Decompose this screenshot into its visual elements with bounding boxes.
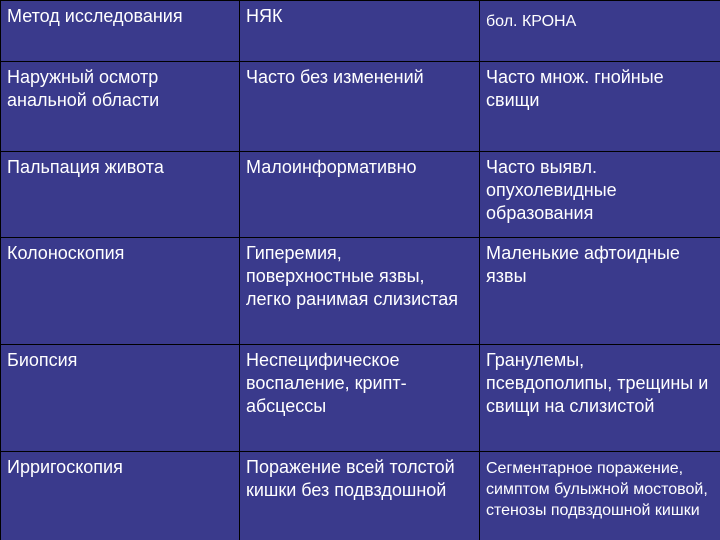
header-cell-method: Метод исследования <box>1 1 240 62</box>
nyak-cell: Поражение всей толстой кишки без подвздошной <box>240 452 480 540</box>
crohn-cell: Маленькие афтоидные язвы <box>480 238 720 345</box>
table-row <box>1 345 720 452</box>
table-row <box>1 62 720 152</box>
method-cell: Наружный осмотр анальной области <box>1 62 240 152</box>
table-row <box>1 452 720 540</box>
header-cell-crohn: бол. КРОНА <box>480 1 720 62</box>
crohn-cell: Часто выявл. опухолевидные образования <box>480 152 720 238</box>
nyak-cell: Малоинформативно <box>240 152 480 238</box>
header-row <box>1 1 720 62</box>
table-row <box>1 238 720 345</box>
crohn-cell: Часто множ. гнойные свищи <box>480 62 720 152</box>
method-cell: Биопсия <box>1 345 240 452</box>
nyak-cell: Гиперемия, поверхностные язвы, легко ранимая слизистая <box>240 238 480 345</box>
crohn-cell: Гранулемы, псевдополипы, трещины и свищи на слизистой <box>480 345 720 452</box>
table-row <box>1 152 720 238</box>
method-cell: Пальпация живота <box>1 152 240 238</box>
method-cell: Колоноскопия <box>1 238 240 345</box>
method-cell: Ирригоскопия <box>1 452 240 540</box>
nyak-cell: Неспецифическое воспаление, крипт-абсцессы <box>240 345 480 452</box>
header-cell-nyak: НЯК <box>240 1 480 62</box>
nyak-cell: Часто без изменений <box>240 62 480 152</box>
crohn-cell: Сегментарное поражение, симптом булыжной мостовой, стенозы подвздошной кишки <box>480 452 720 540</box>
